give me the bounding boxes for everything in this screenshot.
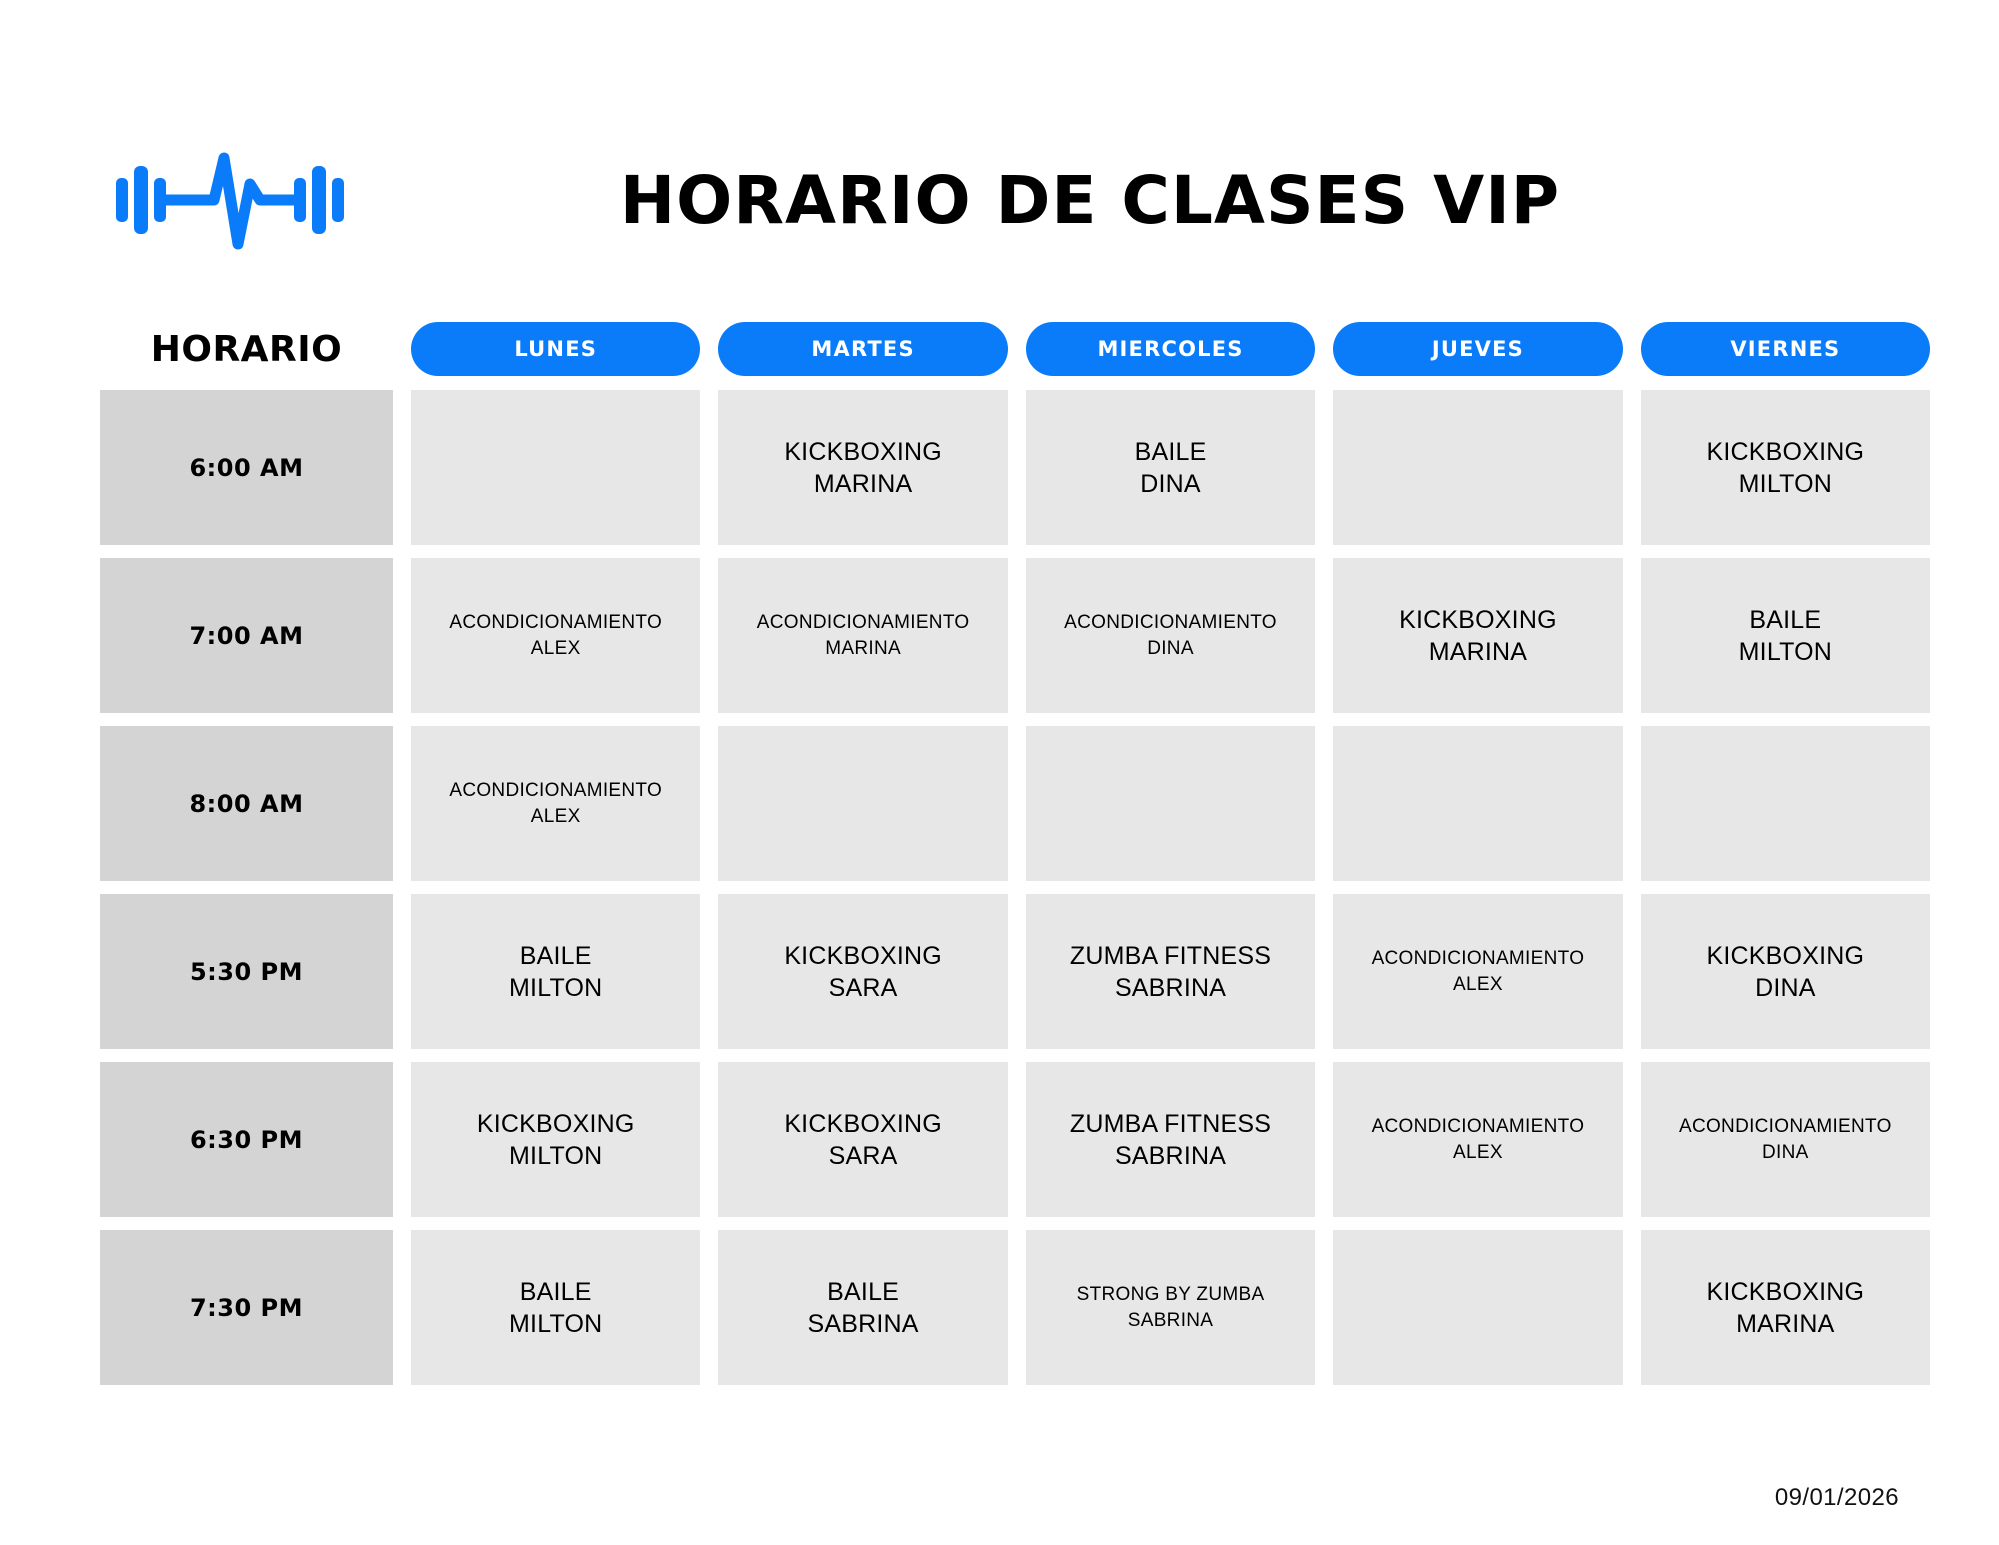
class-name: ACONDICIONAMIENTO	[449, 611, 663, 633]
table-row	[100, 1230, 1930, 1385]
class-slot	[1333, 894, 1622, 1049]
class-coach: DINA	[1147, 637, 1194, 659]
class-name: ACONDICIONAMIENTO	[449, 779, 663, 801]
class-coach: ALEX	[530, 805, 581, 827]
day-header-martes: MARTES	[718, 322, 1007, 376]
time-label: 6:00 AM	[100, 390, 393, 545]
time-label: 6:30 PM	[100, 1062, 393, 1217]
class-coach: ALEX	[530, 637, 581, 659]
class-slot	[1333, 390, 1622, 545]
class-name: KICKBOXING	[1706, 941, 1865, 970]
class-slot	[1641, 1062, 1930, 1217]
schedule-table	[100, 322, 1930, 1398]
day-header-miercoles: MIERCOLES	[1026, 322, 1315, 376]
class-slot	[1026, 726, 1315, 881]
time-label: 7:30 PM	[100, 1230, 393, 1385]
class-coach: MILTON	[509, 973, 603, 1002]
class-coach: MARINA	[813, 469, 913, 498]
class-coach: MARINA	[1428, 637, 1528, 666]
class-name: KICKBOXING	[1399, 605, 1557, 634]
class-slot	[411, 558, 700, 713]
time-label: 8:00 AM	[100, 726, 393, 881]
class-coach: MILTON	[1738, 469, 1832, 498]
class-name: KICKBOXING	[784, 1109, 942, 1138]
footer-date: 09/01/2026	[1774, 1484, 1899, 1511]
class-coach: DINA	[1755, 973, 1816, 1002]
class-coach: SARA	[828, 973, 898, 1002]
class-coach: ALEX	[1453, 1141, 1503, 1163]
table-row	[100, 726, 1930, 881]
table-header-row	[100, 322, 1930, 376]
class-coach: MILTON	[509, 1309, 603, 1338]
class-slot	[718, 1230, 1007, 1385]
class-name: ZUMBA FITNESS	[1069, 941, 1272, 970]
class-slot	[718, 558, 1007, 713]
class-name: KICKBOXING	[1706, 1277, 1865, 1306]
class-name: ACONDICIONAMIENTO	[1678, 1115, 1892, 1137]
class-slot	[718, 390, 1007, 545]
class-coach: MARINA	[825, 637, 901, 659]
class-coach: DINA	[1140, 469, 1201, 498]
class-coach: MILTON	[1738, 637, 1832, 666]
class-coach: SABRINA	[1114, 973, 1227, 1002]
table-row	[100, 894, 1930, 1049]
class-name: ZUMBA FITNESS	[1069, 1109, 1272, 1138]
page-title: HORARIO DE CLASES VIP	[619, 161, 1561, 239]
class-slot	[411, 894, 700, 1049]
class-name: ACONDICIONAMIENTO	[756, 611, 970, 633]
class-name: BAILE	[827, 1277, 900, 1306]
class-slot	[1641, 726, 1930, 881]
class-slot	[1026, 894, 1315, 1049]
class-slot	[1641, 894, 1930, 1049]
class-coach: DINA	[1762, 1141, 1809, 1163]
class-slot	[1026, 1230, 1315, 1385]
class-slot	[1026, 1062, 1315, 1217]
class-name: KICKBOXING	[476, 1109, 635, 1138]
class-slot	[718, 894, 1007, 1049]
day-header-viernes: VIERNES	[1641, 322, 1930, 376]
class-name: BAILE	[519, 941, 592, 970]
class-slot	[1333, 1062, 1622, 1217]
time-column-header: HORARIO	[150, 328, 343, 370]
class-name: BAILE	[1749, 605, 1822, 634]
table-row	[100, 1062, 1930, 1217]
class-slot	[411, 1230, 700, 1385]
poster-header	[100, 130, 1930, 270]
class-slot	[1333, 726, 1622, 881]
class-name: BAILE	[1134, 437, 1207, 466]
class-name: KICKBOXING	[784, 941, 942, 970]
class-coach: SABRINA	[807, 1309, 919, 1338]
class-slot	[1641, 390, 1930, 545]
class-slot	[1333, 1230, 1622, 1385]
class-name: KICKBOXING	[784, 437, 942, 466]
class-name: STRONG BY ZUMBA	[1076, 1283, 1265, 1305]
dumbbell-heartbeat-icon	[100, 140, 360, 260]
class-slot	[718, 726, 1007, 881]
class-coach: MARINA	[1736, 1309, 1835, 1338]
class-slot	[1333, 558, 1622, 713]
time-label: 7:00 AM	[100, 558, 393, 713]
class-coach: SABRINA	[1127, 1309, 1214, 1331]
day-header-jueves: JUEVES	[1333, 322, 1622, 376]
table-row	[100, 558, 1930, 713]
class-name: ACONDICIONAMIENTO	[1064, 611, 1277, 633]
class-slot	[411, 390, 700, 545]
class-coach: MILTON	[509, 1141, 603, 1170]
class-slot	[411, 726, 700, 881]
time-label: 5:30 PM	[100, 894, 393, 1049]
class-name: KICKBOXING	[1706, 437, 1865, 466]
class-slot	[718, 1062, 1007, 1217]
table-row	[100, 390, 1930, 545]
class-slot	[1026, 558, 1315, 713]
class-name: BAILE	[519, 1277, 592, 1306]
class-slot	[1026, 390, 1315, 545]
class-name: ACONDICIONAMIENTO	[1371, 1115, 1585, 1137]
class-coach: ALEX	[1453, 973, 1503, 995]
class-coach: SARA	[828, 1141, 898, 1170]
day-header-lunes: LUNES	[411, 322, 700, 376]
class-slot	[411, 1062, 700, 1217]
class-coach: SABRINA	[1114, 1141, 1227, 1170]
class-name: ACONDICIONAMIENTO	[1371, 947, 1585, 969]
class-slot	[1641, 1230, 1930, 1385]
class-slot	[1641, 558, 1930, 713]
